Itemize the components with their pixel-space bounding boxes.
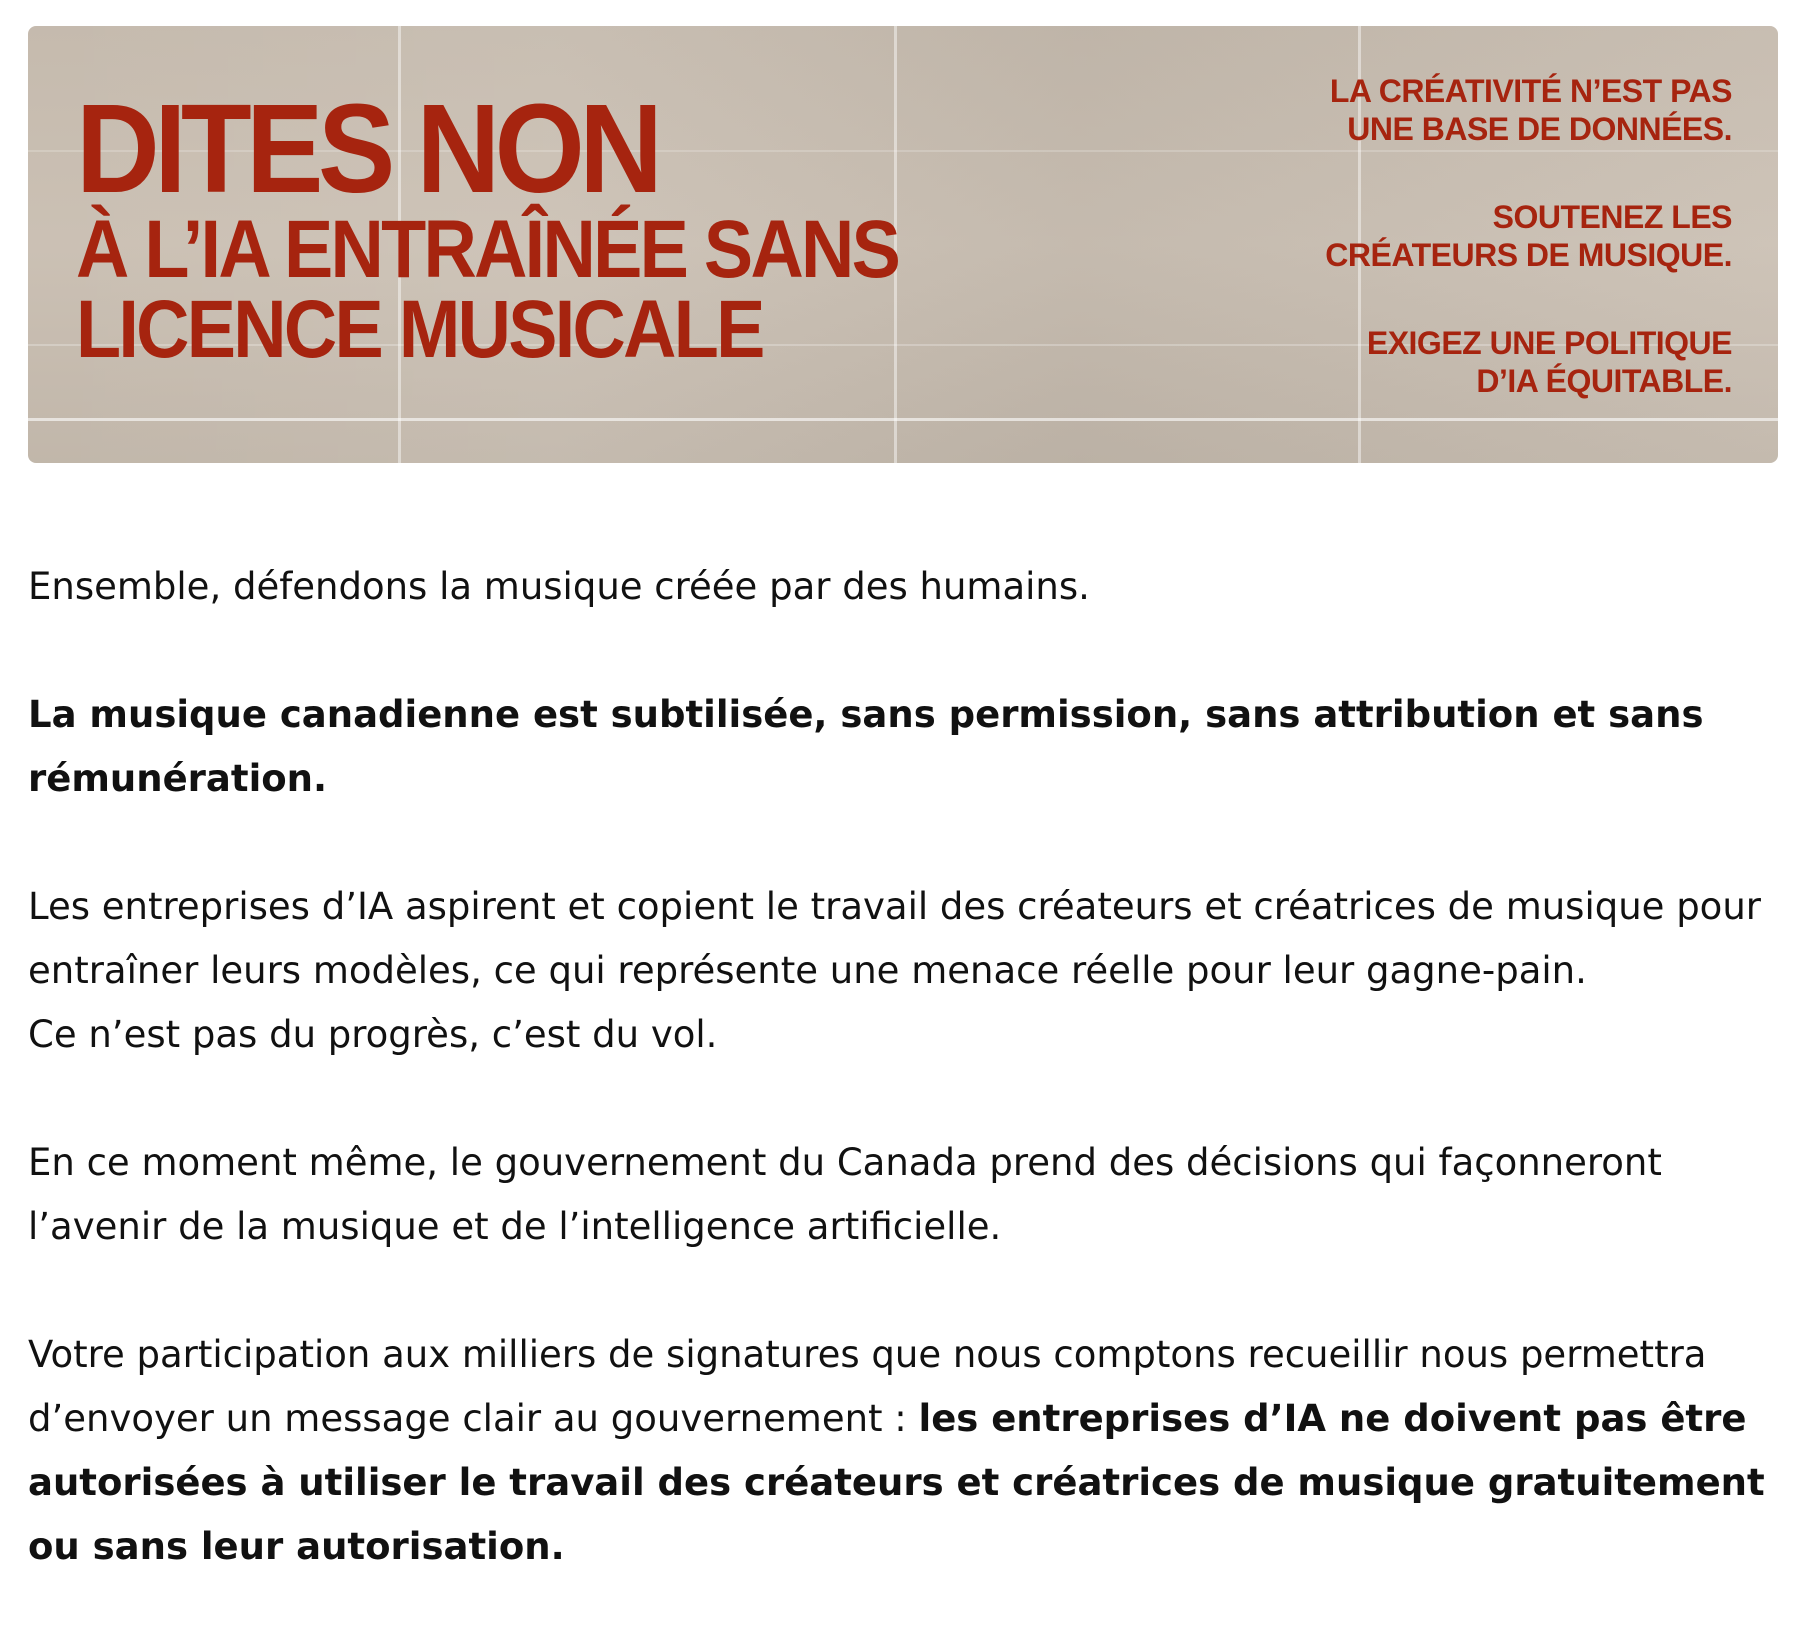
- call-to-action-paragraph: [28, 1323, 1768, 1579]
- call-to-action-text: Votre participation aux milliers de signatures que nous comptons recueillir nous permettra d’envoyer un message clair au gouvernement :: [28, 1333, 1707, 1440]
- ai-companies-text: Les entreprises d’IA aspirent et copient le travail des créateurs et créatrices de musique pour entraîner leurs modèles, ce qui représente une menace réelle pour leur gagne-pain.: [28, 885, 1761, 992]
- ai-companies-paragraph: [28, 875, 1768, 1067]
- headline-line-3: LICENCE MUSICALE: [76, 284, 763, 375]
- headline-line-1: DITES NON: [76, 78, 658, 219]
- slogan-fair-ai-policy: EXIGEZ UNE POLITIQUE D’IA ÉQUITABLE.: [1366, 325, 1732, 399]
- headline-line-2: À L’IA ENTRAÎNÉE SANS: [76, 204, 899, 295]
- stolen-music-paragraph: [28, 683, 1768, 811]
- banner-headline: [76, 78, 990, 375]
- slogan-creativity: LA CRÉATIVITÉ N’EST PAS UNE BASE DE DONNÉES.: [1329, 73, 1732, 147]
- banner-slogans: [1212, 72, 1732, 450]
- stolen-music-statement: La musique canadienne est subtilisée, sans permission, sans attribution et sans rémunération.: [28, 693, 1704, 800]
- intro-paragraph: Ensemble, défendons la musique créée par des humains.: [28, 565, 1090, 608]
- petition-text: [28, 555, 1768, 1643]
- theft-statement: Ce n’est pas du progrès, c’est du vol.: [28, 1013, 718, 1056]
- campaign-banner: [28, 26, 1778, 463]
- slogan-support-creators: SOUTENEZ LES CRÉATEURS DE MUSIQUE.: [1325, 199, 1732, 273]
- call-to-action-demand: les entreprises d’IA ne doivent pas être autorisées à utiliser le travail des créateurs et créatrices de musique gratuitement ou sans leur autorisation.: [28, 1397, 1765, 1568]
- government-paragraph: En ce moment même, le gouvernement du Canada prend des décisions qui façonneront l’avenir de la musique et de l’intelligence artificielle.: [28, 1141, 1662, 1248]
